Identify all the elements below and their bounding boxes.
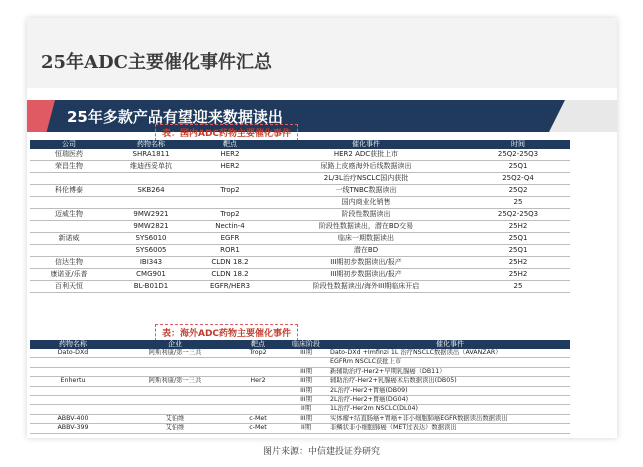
- table-row: [30, 424, 570, 433]
- table-cell: 艾伯维: [116, 424, 234, 433]
- table-cell: Her2: [234, 377, 282, 386]
- table-cell: 非鳞状非小细胞肺癌（MET过表达）数据读出: [330, 424, 570, 433]
- table1-caption-text: 表：国内ADC药物主要催化事件: [162, 129, 292, 139]
- table-cell: 2L治疗-Her2+胃癌(DG04): [330, 396, 570, 405]
- table-cell: [194, 197, 266, 209]
- table-cell: Trop2: [194, 185, 266, 197]
- table-cell: ABBV-399: [30, 424, 116, 433]
- table-cell: 艾伯维: [116, 414, 234, 423]
- table-cell: 科伦博泰: [30, 185, 108, 197]
- table-cell: III期: [282, 414, 330, 423]
- table-row: [30, 221, 570, 233]
- table-row: [30, 245, 570, 257]
- table1-header-row: [30, 140, 570, 149]
- table-cell: 25H2: [466, 257, 570, 269]
- table-cell: 25Q2-Q4: [466, 173, 570, 185]
- section-banner: [27, 100, 617, 132]
- table-cell: CLDN 18.2: [194, 257, 266, 269]
- table-cell: 25Q1: [466, 161, 570, 173]
- table-cell: [234, 396, 282, 405]
- table-cell: 康诺亚/乐普: [30, 269, 108, 281]
- table-cell: III期: [282, 396, 330, 405]
- table-row: [30, 209, 570, 221]
- table-cell: III期: [282, 367, 330, 376]
- table-cell: Trop2: [194, 209, 266, 221]
- table1-caption: [155, 124, 298, 141]
- table-cell: SKB264: [108, 185, 194, 197]
- table-cell: III期: [282, 386, 330, 395]
- table-cell: 新诺威: [30, 233, 108, 245]
- table2-header-row: [30, 340, 570, 349]
- table-row: [30, 377, 570, 386]
- page-title: 25年ADC主要催化事件汇总: [41, 52, 272, 73]
- table-cell: 9MW2921: [108, 209, 194, 221]
- table-cell: c-Met: [234, 424, 282, 433]
- table-cell: III期: [282, 377, 330, 386]
- table1-header-cell: 时间: [466, 140, 570, 149]
- table-cell: 一线TNBC数据读出: [266, 185, 466, 197]
- table-cell: ABBV-400: [30, 414, 116, 423]
- table-row: [30, 257, 570, 269]
- table-cell: III期: [282, 349, 330, 358]
- table-cell: EGFR/HER3: [194, 281, 266, 293]
- table-cell: EGFRm NSCLC获批上市: [330, 358, 570, 367]
- table1-header-cell: 催化事件: [266, 140, 466, 149]
- table-row: [30, 233, 570, 245]
- table-cell: [234, 358, 282, 367]
- table-cell: 2L治疗-Her2+胃癌(DB09): [330, 386, 570, 395]
- table-cell: III期初步数据读出/报产: [266, 269, 466, 281]
- image-source-footer: 图片来源：中信建投证券研究: [262, 447, 380, 457]
- table-cell: [108, 197, 194, 209]
- table-cell: [116, 396, 234, 405]
- table2-header-cell: 药物名称: [30, 340, 116, 349]
- table-cell: ROR1: [194, 245, 266, 257]
- table-cell: 25Q2: [466, 185, 570, 197]
- table-row: [30, 173, 570, 185]
- table-cell: 1L治疗-Her2m NSCLC(DL04): [330, 405, 570, 414]
- table-cell: HER2: [194, 161, 266, 173]
- table-cell: [30, 396, 116, 405]
- table-cell: II期: [282, 405, 330, 414]
- table-cell: [30, 405, 116, 414]
- table-cell: 9MW2821: [108, 221, 194, 233]
- table-cell: 信达生物: [30, 257, 108, 269]
- table-cell: 25Q2-25Q3: [466, 149, 570, 161]
- table-cell: 25Q2-25Q3: [466, 209, 570, 221]
- table-cell: [30, 173, 108, 185]
- table-cell: [30, 221, 108, 233]
- table-cell: Dato-DXd +Imfinzi 1L 治疗NSCLC数据读出（AVANZAR）: [330, 349, 570, 358]
- table-cell: 阶段性数据读出/海外III期临床开启: [266, 281, 466, 293]
- table-cell: c-Met: [234, 414, 282, 423]
- table-cell: 25Q1: [466, 245, 570, 257]
- table2-caption: [155, 324, 298, 341]
- table2-header-cell: 企业: [116, 340, 234, 349]
- table-cell: [108, 173, 194, 185]
- table-row: [30, 349, 570, 358]
- table-cell: 2L/3L治疗NSCLC国内获批: [266, 173, 466, 185]
- domestic-adc-table: [30, 140, 570, 293]
- table-cell: 阿斯利康/第一三共: [116, 377, 234, 386]
- table2-header-cell: 催化事件: [330, 340, 570, 349]
- table-cell: 临床一期数据读出: [266, 233, 466, 245]
- table-cell: [116, 358, 234, 367]
- table-cell: [234, 367, 282, 376]
- table-cell: [194, 173, 266, 185]
- table-cell: Enhertu: [30, 377, 116, 386]
- table-cell: 潜在BD: [266, 245, 466, 257]
- table-cell: CLDN 18.2: [194, 269, 266, 281]
- banner-text: 25年多款产品有望迎来数据读出: [67, 108, 283, 126]
- table-cell: SYS6010: [108, 233, 194, 245]
- table-cell: III期初步数据读出/报产: [266, 257, 466, 269]
- table-cell: 尿路上皮癌海外后线数据读出: [266, 161, 466, 173]
- table-cell: Dato-DXd: [30, 349, 116, 358]
- table-cell: CMG901: [108, 269, 194, 281]
- table-row: [30, 269, 570, 281]
- table-cell: [116, 386, 234, 395]
- table-cell: Trop2: [234, 349, 282, 358]
- table-cell: 25H2: [466, 221, 570, 233]
- table1-header-cell: 靶点: [194, 140, 266, 149]
- overseas-adc-table: [30, 340, 570, 434]
- table-row: [30, 414, 570, 423]
- table-cell: 荣昌生物: [30, 161, 108, 173]
- table-cell: [282, 358, 330, 367]
- table-row: [30, 396, 570, 405]
- table1-header-cell: 药物名称: [108, 140, 194, 149]
- table-cell: HER2: [194, 149, 266, 161]
- table-cell: 25H2: [466, 269, 570, 281]
- table-cell: 迈威生物: [30, 209, 108, 221]
- table-cell: 新辅助治疗-Her2+早期乳腺癌（DB11）: [330, 367, 570, 376]
- table-cell: 阶段性数据读出: [266, 209, 466, 221]
- table-cell: 维迪西妥单抗: [108, 161, 194, 173]
- table-row: [30, 281, 570, 293]
- table-cell: 辅助治疗-Her2+乳腺癌术后数据读出(DB05): [330, 377, 570, 386]
- table-cell: [30, 358, 116, 367]
- table-cell: 阶段性数据读出，潜在BD交易: [266, 221, 466, 233]
- table-row: [30, 197, 570, 209]
- table-cell: [234, 405, 282, 414]
- table-cell: BL-B01D1: [108, 281, 194, 293]
- table2-header-cell: 临床阶段: [282, 340, 330, 349]
- table-cell: [30, 386, 116, 395]
- table-cell: [30, 245, 108, 257]
- table-cell: II期: [282, 424, 330, 433]
- table-cell: EGFR: [194, 233, 266, 245]
- table-row: [30, 405, 570, 414]
- table-cell: 百利天恒: [30, 281, 108, 293]
- table-cell: HER2 ADC获批上市: [266, 149, 466, 161]
- table-row: [30, 185, 570, 197]
- table-row: [30, 161, 570, 173]
- table-cell: [116, 405, 234, 414]
- table-cell: 25: [466, 281, 570, 293]
- table-cell: [234, 386, 282, 395]
- table-cell: 实体瘤+结直肠癌+胃癌+非小细胞肺癌EGFR数据读出数据读出: [330, 414, 570, 423]
- table-row: [30, 386, 570, 395]
- table-cell: SHRA1811: [108, 149, 194, 161]
- table-cell: 国内商业化销售: [266, 197, 466, 209]
- table-cell: 恒瑞医药: [30, 149, 108, 161]
- table-cell: SYS6005: [108, 245, 194, 257]
- table-cell: 25Q1: [466, 233, 570, 245]
- table-row: [30, 367, 570, 376]
- table-cell: [30, 197, 108, 209]
- table-cell: IBI343: [108, 257, 194, 269]
- table-cell: 阿斯利康/第一三共: [116, 349, 234, 358]
- table2-header-cell: 靶点: [234, 340, 282, 349]
- table-cell: [30, 367, 116, 376]
- table1-header-cell: 公司: [30, 140, 108, 149]
- table-cell: 25: [466, 197, 570, 209]
- table-row: [30, 149, 570, 161]
- table-cell: [116, 367, 234, 376]
- table-row: [30, 358, 570, 367]
- table2-caption-text: 表：海外ADC药物主要催化事件: [162, 329, 292, 339]
- table-cell: Nectin-4: [194, 221, 266, 233]
